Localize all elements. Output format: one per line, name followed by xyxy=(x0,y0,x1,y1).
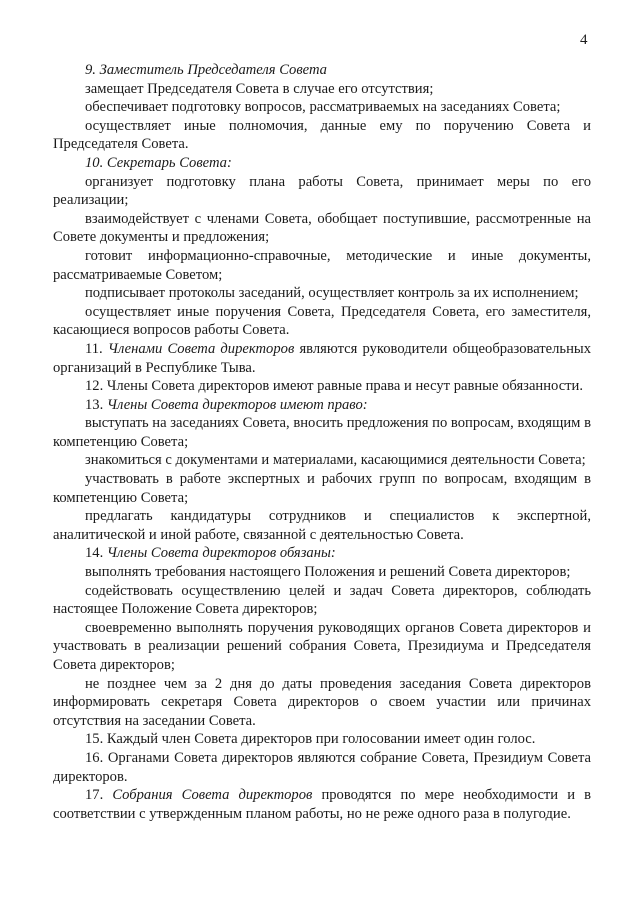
section-11-italic: Членами Совета директоров xyxy=(107,340,295,357)
section-13-heading xyxy=(53,396,591,415)
section-13-item: участвовать в работе экспертных и рабочих групп по вопросам, входящим в компетенцию Совета; xyxy=(53,471,591,506)
section-14-title: Члены Совета директоров обязаны: xyxy=(106,545,336,562)
section-14-item: содействовать осуществлению целей и задач Совета директоров, соблюдать настоящее Положение Совета директоров; xyxy=(53,582,591,618)
section-17-italic: Собрания Совета директоров xyxy=(112,787,313,804)
section-10-title: 10. Секретарь Совета: xyxy=(85,154,232,171)
section-16: 16. Органами Совета директоров являются собрание Совета, Президиум Совета директоров. xyxy=(53,749,591,785)
section-14-heading xyxy=(53,544,591,563)
page-number: 4 xyxy=(580,32,588,48)
section-9-title: 9. Заместитель Председателя Совета xyxy=(85,62,327,78)
section-10-item: взаимодействует с членами Совета, обобщает поступившие, рассмотренные на Совете документы и предложения; xyxy=(53,210,591,246)
section-11-number: 11. xyxy=(85,340,103,357)
section-11-text: являются руководители общеобразовательных организаций в Республике Тыва. xyxy=(53,340,591,376)
section-17-number: 17. xyxy=(85,787,104,804)
section-17 xyxy=(53,786,591,823)
section-17-text: проводятся по мере необходимости и в соответствии с утвержденным планом работы, но не реже одного раза в полугодие. xyxy=(53,787,591,822)
section-11 xyxy=(53,340,591,377)
section-10-item: подписывает протоколы заседаний, осуществляет контроль за их исполнением; xyxy=(85,285,579,302)
section-9-item: осуществляет иные полномочия, данные ему по поручению Совета и Председателя Совета. xyxy=(53,117,591,153)
section-14-item: выполнять требования настоящего Положения и решений Совета директоров; xyxy=(85,564,571,581)
section-13-item: выступать на заседаниях Совета, вносить предложения по вопросам, входящим в компетенцию Совета; xyxy=(53,415,591,450)
section-13-item: знакомиться с документами и материалами, касающимися деятельности Совета; xyxy=(85,452,586,469)
section-14-item: не позднее чем за 2 дня до даты проведения заседания Совета директоров информировать секретаря Совета директоров о своем участии или причинах отсутствия на заседании Совета. xyxy=(53,675,591,729)
section-13-title: Члены Совета директоров имеют право: xyxy=(106,396,368,413)
section-14-number: 14. xyxy=(85,545,104,562)
section-9-item: обеспечивает подготовку вопросов, рассматриваемых на заседаниях Совета; xyxy=(85,99,561,116)
section-13-number: 13. xyxy=(85,396,104,413)
section-10-item: осуществляет иные поручения Совета, Председателя Совета, его заместителя, касающиеся вопросов работы Совета. xyxy=(53,303,591,339)
section-9-item: замещает Председателя Совета в случае его отсутствия; xyxy=(85,80,434,97)
section-10-item: организует подготовку плана работы Совета, принимает меры по его реализации; xyxy=(53,173,591,209)
section-15: 15. Каждый член Совета директоров при голосовании имеет один голос. xyxy=(85,731,536,748)
document-body xyxy=(53,61,591,823)
section-10-item: готовит информационно-справочные, методические и иные документы, рассматриваемые Советом; xyxy=(53,247,591,283)
section-13-item: предлагать кандидатуры сотрудников и специалистов к экспертной, аналитической и иной работе, связанной с деятельностью Совета. xyxy=(53,508,591,543)
section-14-item: своевременно выполнять поручения руководящих органов Совета директоров и участвовать в реализации решений собрания Совета, Президиума и Председателя Совета директоров; xyxy=(53,619,591,673)
section-12: 12. Члены Совета директоров имеют равные права и несут равные обязанности. xyxy=(85,378,584,395)
